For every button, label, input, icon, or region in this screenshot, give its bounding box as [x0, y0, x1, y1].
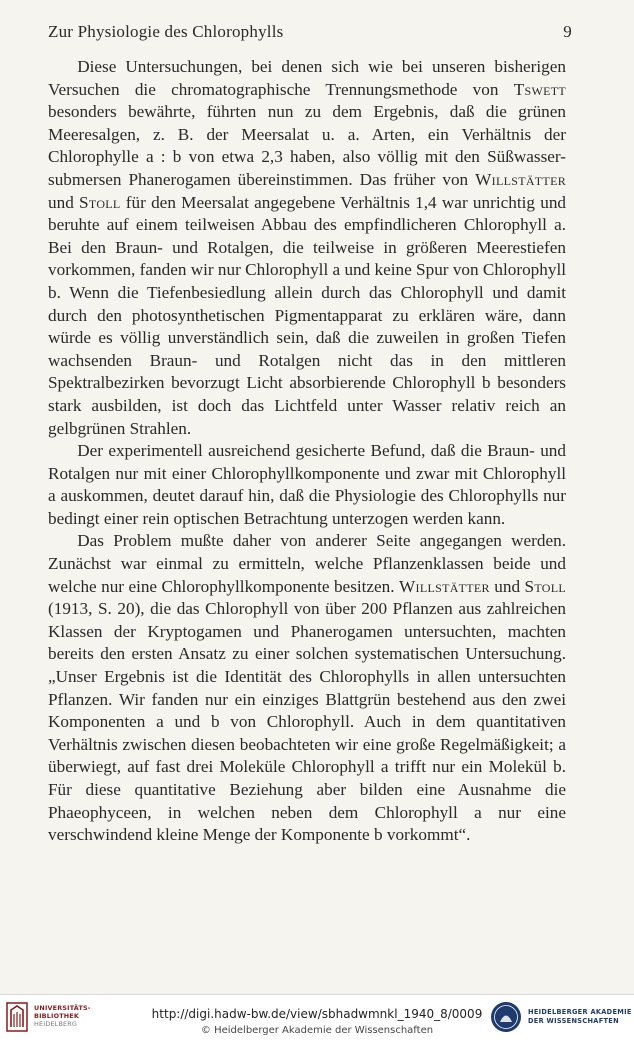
academy-line-1: HEIDELBERGER AKADEMIE	[528, 1008, 632, 1016]
permalink-url[interactable]: http://digi.hadw-bw.de/view/sbhadwmnkl_1940_8/0009	[151, 1007, 483, 1021]
ub-line-3: HEIDELBERG	[34, 1020, 78, 1028]
academy-line-2: DER WISSENSCHAFTEN	[528, 1017, 619, 1025]
ub-line-2: BIBLIOTHEK	[34, 1012, 80, 1020]
academy-seal-icon	[490, 1001, 522, 1033]
text-run: Diese Untersuchungen, bei denen sich wie bei unseren bisherigen Versuchen die chromatographische Trennungsmethode von	[48, 57, 566, 99]
running-head	[48, 22, 572, 42]
paragraph-3	[48, 530, 566, 846]
text-run: für den Meersalat angegebene Verhältnis 1,4 war unrichtig und beruhte auf einem teilweisen Abbau des empfindlicheren Chlorophyll a. Bei den Braun- und Rotalgen, die teilweise in größeren Meerestiefen vorkommen, fanden wir nur Chlorophyll a und keine Spur von Chlorophyll b. Wenn die Tiefenbesiedlung allein durch das Chlorophyll und damit durch den photosynthetischen Pigmentapparat zu erklären wäre, dann würde es völlig unverständlich sein, daß die zuweilen in großen Tiefen wachsenden Braun- und Rotalgen nicht das in den mittleren Spektralbezirken bevorzugt Licht absorbierende Chlorophyll b besonders stark ausbilden, ist doch das Lichtfeld unter Wasser relativ reich an gelbgrünen Strahlen.	[48, 192, 567, 438]
author-name: Stoll	[524, 576, 567, 596]
ub-line-1: UNIVERSITÄTS-	[34, 1004, 91, 1012]
author-name: Willstätter	[399, 576, 490, 596]
text-run: Das Problem mußte daher von anderer Seite angegangen werden. Zunächst war einmal zu ermitteln, welche Pflanzenklassen beide und welche nur eine Chlorophyllkomponente besitzen.	[48, 531, 566, 596]
author-name: Willstätter	[475, 169, 566, 189]
author-name: Stoll	[79, 192, 121, 212]
text-run: besonders bewährte, führten nun zu dem Ergebnis, daß die grünen Meeresalgen, z. B. der Meersalat u. a. Arten, ein Verhältnis der Chlorophylle a : b von etwa 2,3 haben, also völlig mit den Süßwasser-submersen Phanerogamen übereinstimmen. Das früher von	[48, 102, 566, 189]
body-text	[48, 56, 566, 847]
footer-bar	[0, 994, 634, 1043]
text-run: (1913, S. 20), die das Chlorophyll von über 200 Pflanzen aus zahlreichen Klassen der Kryptogamen und Phanerogamen untersuchten, machten bereits den ersten Ansatz zu einer solchen systematischen Untersuchung. „Unser Ergebnis ist die Identität des Chlorophylls in allen untersuchten Pflanzen. Wir fanden nur ein einziges Blattgrün bestehend aus den zwei Komponenten a und b von Chlorophyll. Auch in dem quantitativen Verhältnis zwischen diesen beobachteten wir eine große Regelmäßigkeit; a überwiegt, auf fast drei Moleküle Chlorophyll a trifft nur ein Molekül b. Für diese quantitative Beziehung aber bilden eine Ausnahme die Phaeophyceen, in welchen neben dem Chlorophyll a nur eine verschwindend kleine Menge der Komponente b vorkommt“.	[48, 599, 566, 845]
paragraph-2	[48, 440, 566, 530]
copyright-notice: © Heidelberger Akademie der Wissenschaften	[200, 1025, 434, 1036]
academy-name	[528, 1008, 632, 1026]
text-run: Der experimentell ausreichend gesicherte Befund, daß die Braun- und Rotalgen nur mit einer Chlorophyllkomponente und zwar mit Chlorophyll a auskommen, deutet darauf hin, daß die Physiologie des Chlorophylls nur bedingt einer rein optischen Betrachtung unterzogen werden kann.	[48, 441, 566, 528]
author-name: Tswett	[513, 79, 566, 99]
paragraph-1	[48, 56, 566, 440]
text-run: und	[48, 192, 80, 212]
text-run: und	[489, 576, 525, 596]
running-title: Zur Physiologie des Chlorophylls	[48, 22, 284, 41]
page-number: 9	[563, 22, 572, 41]
